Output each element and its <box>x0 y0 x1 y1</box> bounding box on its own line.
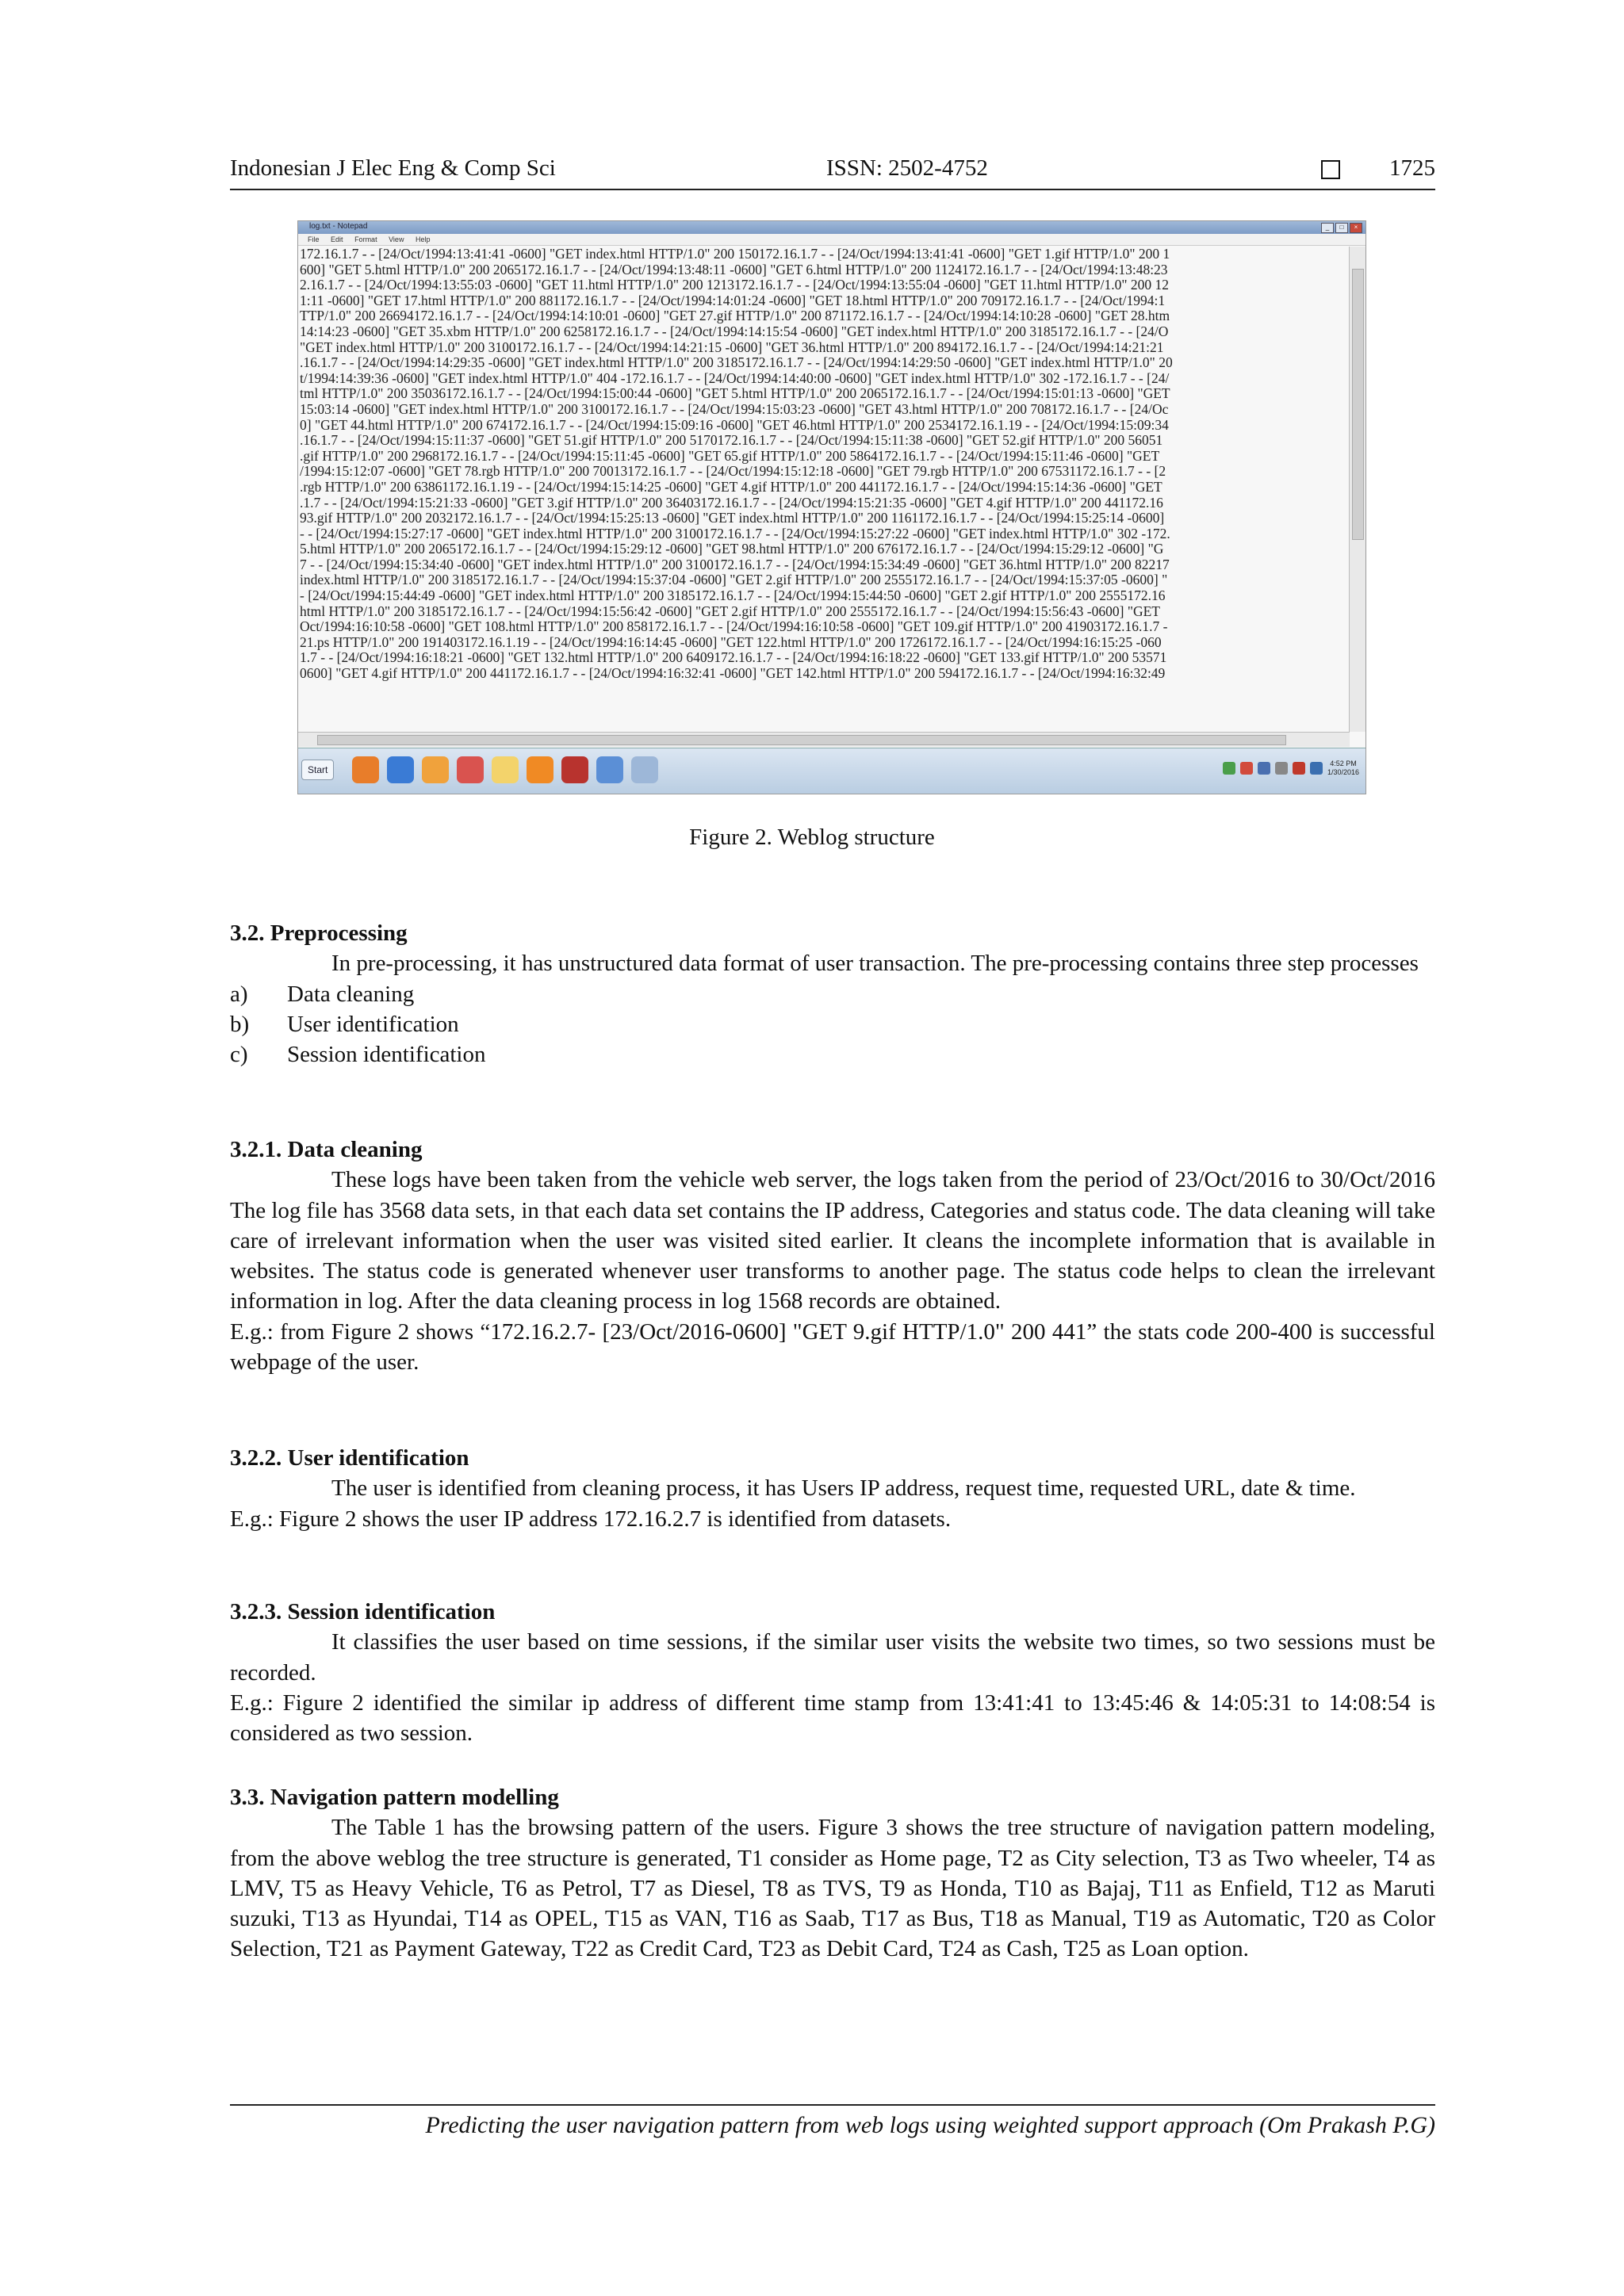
list-marker: a) <box>230 981 248 1007</box>
list-item <box>230 979 1435 1009</box>
clock-time: 4:52 PM <box>1330 760 1357 767</box>
issn: ISSN: 2502-4752 <box>826 155 988 181</box>
figure-caption: Figure 2. Weblog structure <box>689 825 935 850</box>
list-text: Data cleaning <box>287 981 415 1007</box>
scroll-thumb <box>317 735 1286 745</box>
log-line: - - [24/Oct/1994:15:27:17 -0600] "GET index.html HTTP/1.0" 200 3100172.16.1.7 - - [24/Oct/1994:15:27:22 -0600] "GET index.html HTTP/1.0" 302 -172. <box>300 525 1170 541</box>
window-title: log.txt - Notepad <box>309 222 368 231</box>
log-line: t/1994:14:39:36 -0600] "GET index.html HTTP/1.0" 404 -172.16.1.7 - - [24/Oct/1994:14:40:00 -0600] "GET index.html HTTP/1.0" 302 -172.16.1.7 - - [24/ <box>300 369 1170 386</box>
menu-file: File <box>308 235 320 243</box>
volume-icon <box>1310 762 1323 775</box>
log-line: .16.1.7 - - [24/Oct/1994:15:11:37 -0600] "GET 51.gif HTTP/1.0" 200 5170172.16.1.7 - - [24/Oct/1994:15:11:38 -0600] "GET 52.gif HTTP/1.0" 200 56051 <box>300 432 1163 449</box>
tray-icon <box>1293 762 1305 775</box>
list-text: User identification <box>287 1011 459 1037</box>
taskbar-clock <box>1327 760 1359 777</box>
list-marker: b) <box>230 1011 250 1037</box>
section-heading: 3.3. Navigation pattern modelling <box>230 1785 559 1810</box>
log-line: 15:03:14 -0600] "GET index.html HTTP/1.0" 200 3100172.16.1.7 - - [24/Oct/1994:15:03:23 -0600] "GET 43.html HTTP/1.0" 200 708172.16.1.7 - - [24/Oc <box>300 400 1169 417</box>
horizontal-scrollbar <box>298 732 1350 747</box>
weblog-screenshot <box>297 220 1366 794</box>
example-paragraph: E.g.: from Figure 2 shows “172.16.2.7- [23/Oct/2016-0600] "GET 9.gif HTTP/1.0" 200 441” the stats code 200-400 is successful webpage of the user. <box>230 1318 1435 1376</box>
log-line: html HTTP/1.0" 200 3185172.16.1.7 - - [24/Oct/1994:15:56:42 -0600] "GET 2.gif HTTP/1.0" 200 2555172.16.1.7 - - [24/Oct/1994:15:56:43 -0600] "GET <box>300 603 1160 619</box>
log-line: .rgb HTTP/1.0" 200 63861172.16.1.19 - - [24/Oct/1994:15:14:25 -0600] "GET 4.gif HTTP/1.0" 200 441172.16.1.7 - - [24/Oct/1994:15:14:36 -0600] "GET <box>300 478 1162 495</box>
log-line: 5.html HTTP/1.0" 200 2065172.16.1.7 - - [24/Oct/1994:15:29:12 -0600] "GET 98.html HTTP/1.0" 200 676172.16.1.7 - - [24/Oct/1994:15:29:12 -0600] "G <box>300 541 1164 557</box>
header-rule <box>230 189 1435 190</box>
log-line: 600] "GET 5.html HTTP/1.0" 200 2065172.16.1.7 - - [24/Oct/1994:13:48:11 -0600] "GET 6.html HTTP/1.0" 200 1124172.16.1.7 - - [24/Oct/1994:13:48:23 <box>300 261 1168 277</box>
window-icon <box>631 756 658 783</box>
log-line: 14:14:23 -0600] "GET 35.xbm HTTP/1.0" 200 6258172.16.1.7 - - [24/Oct/1994:14:15:54 -0600] "GET index.html HTTP/1.0" 200 3185172.16.1.7 - - [24/O <box>300 323 1169 339</box>
tray-icon <box>1240 762 1253 775</box>
system-tray <box>1223 760 1359 777</box>
list-marker: c) <box>230 1042 248 1068</box>
notepad-icon <box>492 756 519 783</box>
log-line: .1.7 - - [24/Oct/1994:15:21:33 -0600] "GET 3.gif HTTP/1.0" 200 36403172.16.1.7 - - [24/Oct/1994:15:21:35 -0600] "GET 4.gif HTTP/1.0" 200 441172.16 <box>300 494 1163 511</box>
menu-view: View <box>389 235 404 243</box>
log-line: 0] "GET 44.html HTTP/1.0" 200 674172.16.1.7 - - [24/Oct/1994:15:09:16 -0600] "GET 46.html HTTP/1.0" 200 2534172.16.1.19 - - [24/Oct/1994:15:09:34 <box>300 416 1169 433</box>
log-line: 7 - - [24/Oct/1994:15:34:40 -0600] "GET index.html HTTP/1.0" 200 3100172.16.1.7 - - [24/Oct/1994:15:34:49 -0600] "GET 36.html HTTP/1.0" 200 82217 <box>300 556 1170 572</box>
tray-icon <box>1223 762 1235 775</box>
paragraph: In pre-processing, it has unstructured data format of user transaction. The pre-processing contains three step processes <box>331 951 1419 977</box>
section-heading: 3.2.2. User identification <box>230 1445 469 1471</box>
list-text: Session identification <box>287 1042 486 1068</box>
minimize-icon: _ <box>1321 223 1334 233</box>
app-icon <box>596 756 623 783</box>
vlc-icon <box>527 756 553 783</box>
example-paragraph: E.g.: Figure 2 identified the similar ip address of different time stamp from 13:41:41 to 13:45:46 & 14:05:31 to 14:08:54 is considered as two session. <box>230 1689 1435 1747</box>
start-button: Start <box>301 760 334 780</box>
folder-icon <box>422 756 449 783</box>
menu-format: Format <box>354 235 377 243</box>
log-line: 0600] "GET 4.gif HTTP/1.0" 200 441172.16.1.7 - - [24/Oct/1994:16:32:41 -0600] "GET 142.html HTTP/1.0" 200 594172.16.1.7 - - [24/Oct/1994:16:32:49 <box>300 665 1166 682</box>
log-line: - [24/Oct/1994:15:44:49 -0600] "GET index.html HTTP/1.0" 200 3185172.16.1.7 - - [24/Oct/1994:15:44:50 -0600] "GET 2.gif HTTP/1.0" 200 2555172.16 <box>300 587 1166 604</box>
log-line: TTP/1.0" 200 26694172.16.1.7 - - [24/Oct/1994:14:10:01 -0600] "GET 27.gif HTTP/1.0" 200 871172.16.1.7 - - [24/Oct/1994:14:10:28 -0600] "GET 28.htm <box>300 308 1170 324</box>
section-heading: 3.2.3. Session identification <box>230 1599 496 1624</box>
running-header <box>230 155 1435 189</box>
paragraph: The Table 1 has the browsing pattern of the users. Figure 3 shows the tree structure of navigation pattern modeling, from the above weblog the tree structure is generated, T1 consider as Home page, T2 as City selection, T3 as Two wheeler, T4 as LMV, T5 as Heavy Vehicle, T6 as Petrol, T7 as Diesel, T8 as TVS, T9 as Honda, T10 as Bajaj, T11 as Enfield, T12 as Maruti suzuki, T13 as Hyundai, T14 as OPEL, T15 as VAN, T16 as Saab, T17 as Bus, T18 as Manual, T19 as Automatic, T20 as Color Selection, T21 as Payment Gateway, T22 as Credit Card, T23 as Debit Card, T24 as Cash, T25 as Loan option. <box>230 1815 1435 1962</box>
log-line: .gif HTTP/1.0" 200 2968172.16.1.7 - - [24/Oct/1994:15:11:45 -0600] "GET 65.gif HTTP/1.0" 200 5864172.16.1.7 - - [24/Oct/1994:15:11:46 -0600] "GET <box>300 447 1160 464</box>
footer-rule <box>230 2104 1435 2106</box>
running-footer: Predicting the user navigation pattern from web logs using weighted support approach (Om Prakash P.G) <box>425 2112 1435 2138</box>
log-line: "GET index.html HTTP/1.0" 200 3100172.16.1.7 - - [24/Oct/1994:14:21:15 -0600] "GET 36.html HTTP/1.0" 200 894172.16.1.7 - - [24/Oct/1994:14:21:21 <box>300 339 1164 355</box>
media-icon <box>457 756 484 783</box>
scroll-thumb <box>1352 269 1364 540</box>
close-icon: × <box>1350 223 1362 233</box>
paragraph: The user is identified from cleaning process, it has Users IP address, request time, requested URL, date & time. <box>331 1475 1356 1502</box>
paragraph: These logs have been taken from the vehicle web server, the logs taken from the period of 23/Oct/2016 to 30/Oct/2016 The log file has 3568 data sets, in that each data set contains the IP address, Categories and status code. The data cleaning will take care of irrelevant information when the user was visited sited earlier. It cleans the incomplete information that is available in websites. The status code is generated whenever user transforms to another page. The status code helps to clean the irrelevant information in log. After the data cleaning process in log 1568 records are obtained. <box>230 1167 1435 1314</box>
log-line: 21.ps HTTP/1.0" 200 191403172.16.1.19 - - [24/Oct/1994:16:14:45 -0600] "GET 122.html HTTP/1.0" 200 1726172.16.1.7 - - [24/Oct/1994:16:15:25 -060 <box>300 633 1162 650</box>
log-line: 172.16.1.7 - - [24/Oct/1994:13:41:41 -0600] "GET index.html HTTP/1.0" 200 150172.16.1.7 - - [24/Oct/1994:13:41:41 -0600] "GET 1.gif HTTP/1.0" 200 1 <box>300 247 1170 262</box>
paragraph: It classifies the user based on time sessions, if the similar user visits the website two times, so two sessions must be recorded. <box>230 1629 1435 1686</box>
chrome-icon <box>561 756 588 783</box>
log-line: 93.gif HTTP/1.0" 200 2032172.16.1.7 - - [24/Oct/1994:15:25:13 -0600] "GET index.html HTTP/1.0" 200 1161172.16.1.7 - - [24/Oct/1994:15:25:14 -0600] <box>300 510 1165 526</box>
log-line: 2.16.1.7 - - [24/Oct/1994:13:55:03 -0600] "GET 11.html HTTP/1.0" 200 1213172.16.1.7 - - [24/Oct/1994:13:55:04 -0600] "GET 11.html HTTP/1.0" 200 12 <box>300 277 1170 293</box>
log-line: Oct/1994:16:10:58 -0600] "GET 108.html HTTP/1.0" 200 858172.16.1.7 - - [24/Oct/1994:16:10:58 -0600] "GET 109.gif HTTP/1.0" 200 41903172.16.1.7 - <box>300 618 1168 635</box>
log-line: tml HTTP/1.0" 200 35036172.16.1.7 - - [24/Oct/1994:15:00:44 -0600] "GET 5.html HTTP/1.0" 200 2065172.16.1.7 - - [24/Oct/1994:15:01:13 -0600] "GET <box>300 385 1170 402</box>
ie-icon <box>387 756 414 783</box>
tray-icon <box>1258 762 1270 775</box>
window-controls <box>1321 223 1362 233</box>
list-item <box>230 1009 1435 1039</box>
journal-name: Indonesian J Elec Eng & Comp Sci <box>230 155 556 181</box>
vertical-scrollbar <box>1349 247 1365 732</box>
menu-edit: Edit <box>331 235 343 243</box>
maximize-icon: □ <box>1335 223 1348 233</box>
list-item <box>230 1039 1435 1070</box>
log-line: /1994:15:12:07 -0600] "GET 78.rgb HTTP/1.0" 200 70013172.16.1.7 - - [24/Oct/1994:15:12:18 -0600] "GET 79.rgb HTTP/1.0" 200 67531172.16.1.7 - - [2 <box>300 463 1166 480</box>
example-paragraph: E.g.: Figure 2 shows the user IP address 172.16.2.7 is identified from datasets. <box>230 1506 952 1532</box>
clock-date: 1/30/2016 <box>1327 768 1359 776</box>
checkbox-square-icon <box>1321 160 1340 179</box>
tray-icon <box>1275 762 1288 775</box>
log-line: 1.7 - - [24/Oct/1994:16:18:21 -0600] "GET 132.html HTTP/1.0" 200 6409172.16.1.7 - - [24/Oct/1994:16:18:22 -0600] "GET 133.gif HTTP/1.0" 200 53571 <box>300 649 1167 666</box>
section-3-2-1 <box>230 1135 1435 1377</box>
section-heading: 3.2.1. Data cleaning <box>230 1137 423 1162</box>
log-line: 1:11 -0600] "GET 17.html HTTP/1.0" 200 881172.16.1.7 - - [24/Oct/1994:14:01:24 -0600] "GET 18.html HTTP/1.0" 200 709172.16.1.7 - - [24/Oct/1994:1 <box>300 292 1166 308</box>
log-text-area <box>300 247 1345 730</box>
section-3-2 <box>230 918 1435 1070</box>
section-3-3 <box>230 1782 1435 1965</box>
log-line: index.html HTTP/1.0" 200 3185172.16.1.7 - - [24/Oct/1994:15:37:04 -0600] "GET 2.gif HTTP/1.0" 200 2555172.16.1.7 - - [24/Oct/1994:15:37:05 -0600] " <box>300 572 1168 588</box>
windows-taskbar <box>298 748 1365 794</box>
page-number: 1725 <box>1389 155 1435 181</box>
menu-help: Help <box>415 235 431 243</box>
window-titlebar <box>298 221 1365 234</box>
window-menubar <box>298 234 1365 246</box>
browser-icon <box>352 756 379 783</box>
log-line: .16.1.7 - - [24/Oct/1994:14:29:35 -0600] "GET index.html HTTP/1.0" 200 3185172.16.1.7 - - [24/Oct/1994:14:29:50 -0600] "GET index.html HTTP/1.0" 20 <box>300 354 1173 371</box>
section-heading: 3.2. Preprocessing <box>230 920 408 946</box>
section-3-2-3 <box>230 1597 1435 1748</box>
section-3-2-2 <box>230 1443 1435 1534</box>
